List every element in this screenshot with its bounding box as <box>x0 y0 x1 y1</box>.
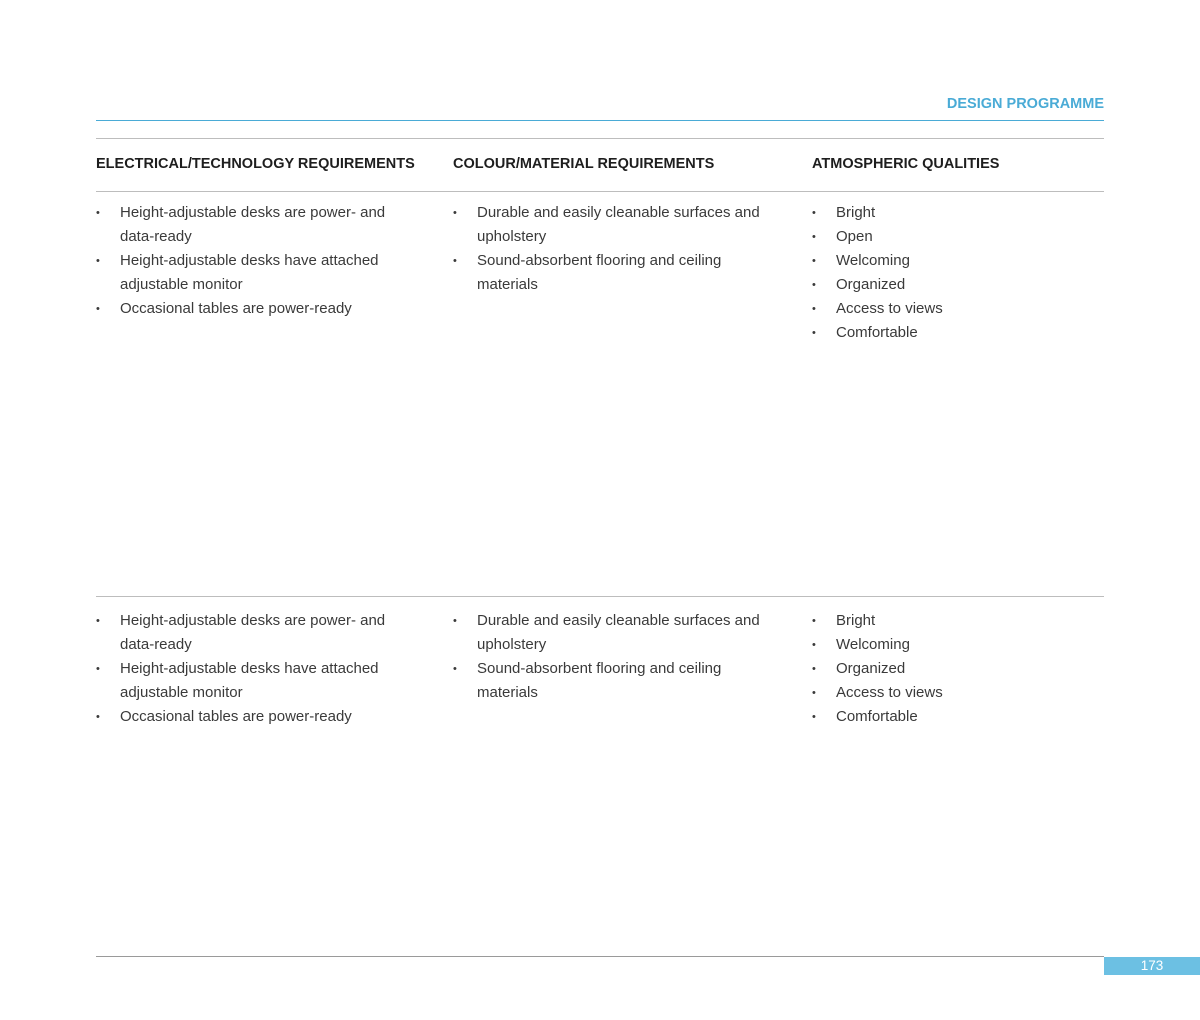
list-item-text: Welcoming <box>836 636 910 653</box>
bullet-icon: • <box>96 207 100 219</box>
table-top-rule <box>96 138 1104 139</box>
list-item-text: Bright <box>836 204 876 221</box>
list-item <box>96 609 411 657</box>
bullet-icon: • <box>453 255 457 267</box>
list-item-text: Sound-absorbent flooring and ceiling materials <box>477 660 722 701</box>
list-item-text: Access to views <box>836 300 943 317</box>
list-item <box>453 201 773 249</box>
list-item-text: Organized <box>836 276 906 293</box>
colour-list-row-1 <box>453 201 773 297</box>
list-item-text: Organized <box>836 660 906 677</box>
bullet-icon: • <box>812 231 816 243</box>
list-item-text: Occasional tables are power-ready <box>120 708 352 725</box>
column-header-electrical: ELECTRICAL/TECHNOLOGY REQUIREMENTS <box>96 156 415 172</box>
header-bottom-rule <box>96 191 1104 192</box>
atmosphere-list-row-1 <box>812 201 1102 345</box>
list-item <box>96 297 411 321</box>
bullet-icon: • <box>812 279 816 291</box>
bullet-icon: • <box>812 663 816 675</box>
list-item <box>453 609 773 657</box>
bullet-icon: • <box>812 639 816 651</box>
row-divider <box>96 596 1104 597</box>
colour-list-row-2 <box>453 609 773 705</box>
list-item-text: Access to views <box>836 684 943 701</box>
bullet-icon: • <box>453 615 457 627</box>
bullet-icon: • <box>812 327 816 339</box>
list-item-text: Sound-absorbent flooring and ceiling materials <box>477 252 722 293</box>
bullet-icon: • <box>453 207 457 219</box>
electrical-list-row-2 <box>96 609 411 729</box>
list-item <box>812 297 1102 321</box>
list-item <box>812 681 1102 705</box>
list-item-text: Bright <box>836 612 876 629</box>
page-number: 173 <box>1104 957 1200 975</box>
list-item-text: Durable and easily cleanable surfaces and upholstery <box>477 204 760 245</box>
bullet-icon: • <box>96 303 100 315</box>
bullet-icon: • <box>812 687 816 699</box>
bullet-icon: • <box>453 663 457 675</box>
list-item-text: Height-adjustable desks have attached adjustable monitor <box>120 252 379 293</box>
list-item-text: Occasional tables are power-ready <box>120 300 352 317</box>
list-item <box>812 657 1102 681</box>
list-item <box>812 609 1102 633</box>
column-header-colour: COLOUR/MATERIAL REQUIREMENTS <box>453 156 715 172</box>
list-item <box>812 705 1102 729</box>
header-rule <box>96 120 1104 121</box>
bullet-icon: • <box>96 663 100 675</box>
list-item <box>96 657 411 705</box>
column-header-atmosphere: ATMOSPHERIC QUALITIES <box>812 156 1000 172</box>
list-item-text: Height-adjustable desks have attached adjustable monitor <box>120 660 379 701</box>
list-item-text: Comfortable <box>836 324 918 341</box>
bullet-icon: • <box>812 303 816 315</box>
bullet-icon: • <box>812 711 816 723</box>
list-item-text: Welcoming <box>836 252 910 269</box>
bullet-icon: • <box>812 207 816 219</box>
list-item-text: Comfortable <box>836 708 918 725</box>
list-item <box>96 201 411 249</box>
atmosphere-list-row-2 <box>812 609 1102 729</box>
list-item-text: Height-adjustable desks are power- and data-ready <box>120 204 386 245</box>
bullet-icon: • <box>812 255 816 267</box>
list-item-text: Durable and easily cleanable surfaces and upholstery <box>477 612 760 653</box>
list-item-text: Height-adjustable desks are power- and data-ready <box>120 612 386 653</box>
list-item <box>812 321 1102 345</box>
list-item <box>812 225 1102 249</box>
list-item <box>812 249 1102 273</box>
list-item <box>812 633 1102 657</box>
list-item <box>453 249 773 297</box>
bullet-icon: • <box>96 615 100 627</box>
list-item <box>453 657 773 705</box>
bullet-icon: • <box>96 711 100 723</box>
list-item-text: Open <box>836 228 873 245</box>
section-title: DESIGN PROGRAMME <box>946 96 1104 112</box>
electrical-list-row-1 <box>96 201 411 321</box>
list-item <box>96 705 411 729</box>
list-item <box>812 273 1102 297</box>
list-item <box>96 249 411 297</box>
footer-rule <box>96 956 1104 957</box>
list-item <box>812 201 1102 225</box>
bullet-icon: • <box>812 615 816 627</box>
bullet-icon: • <box>96 255 100 267</box>
